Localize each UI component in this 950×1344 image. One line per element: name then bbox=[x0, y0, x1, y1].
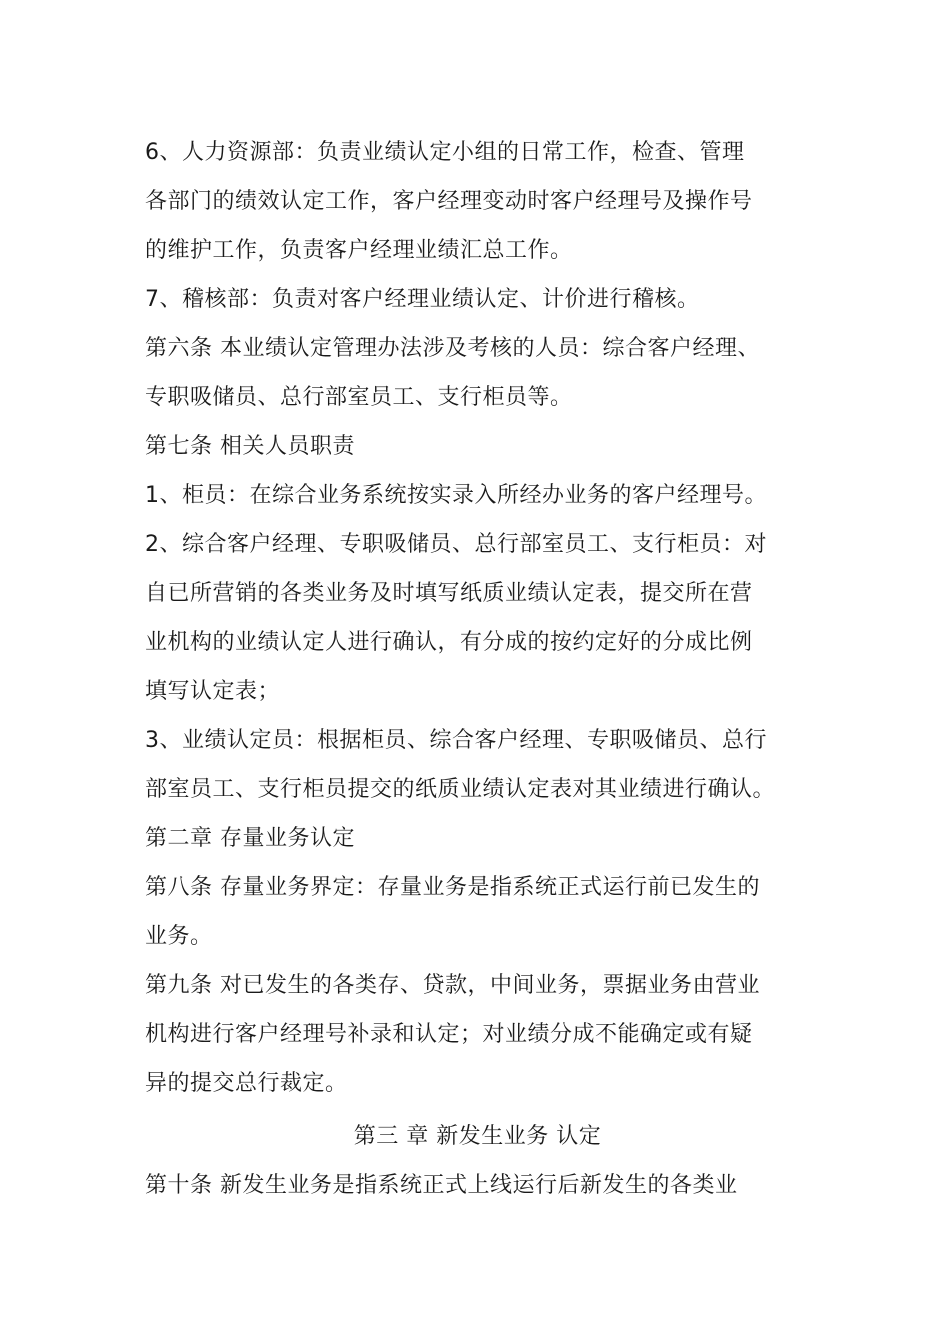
paragraph-line: 专职吸储员、总行部室员工、支行柜员等。 bbox=[145, 385, 573, 410]
paragraph-line: 填写认定表； bbox=[145, 679, 281, 704]
paragraph-line: 部室员工、支行柜员提交的纸质业绩认定表对其业绩进行确认。 bbox=[145, 777, 776, 802]
paragraph-line: 2、综合客户经理、专职吸储员、总行部室员工、支行柜员：对 bbox=[145, 532, 767, 557]
paragraph-line: 自已所营销的各类业务及时填写纸质业绩认定表，提交所在营 bbox=[145, 581, 753, 606]
paragraph-line: 第六条 本业绩认定管理办法涉及考核的人员：综合客户经理、 bbox=[145, 336, 760, 361]
paragraph-line: 的维护工作，负责客户经理业绩汇总工作。 bbox=[145, 238, 573, 263]
paragraph-line: 1、柜员：在综合业务系统按实录入所经办业务的客户经理号。 bbox=[145, 483, 767, 508]
paragraph-line: 业机构的业绩认定人进行确认，有分成的按约定好的分成比例 bbox=[145, 630, 753, 655]
chapter-heading-centered: 第三 章 新发生业务 认定 bbox=[353, 1124, 602, 1149]
paragraph-line: 各部门的绩效认定工作，客户经理变动时客户经理号及操作号 bbox=[145, 189, 753, 214]
paragraph-line: 第九条 对已发生的各类存、贷款，中间业务，票据业务由营业 bbox=[145, 973, 760, 998]
section-heading: 第七条 相关人员职责 bbox=[145, 434, 355, 459]
paragraph-line: 业务。 bbox=[145, 924, 213, 949]
paragraph-line: 7、稽核部：负责对客户经理业绩认定、计价进行稽核。 bbox=[145, 287, 700, 312]
paragraph-line: 第八条 存量业务界定：存量业务是指系统正式运行前已发生的 bbox=[145, 875, 760, 900]
chapter-heading: 第二章 存量业务认定 bbox=[145, 826, 355, 851]
paragraph-line: 6、人力资源部：负责业绩认定小组的日常工作，检查、管理 bbox=[145, 140, 745, 165]
paragraph-line: 异的提交总行裁定。 bbox=[145, 1071, 348, 1096]
paragraph-line: 3、业绩认定员：根据柜员、综合客户经理、专职吸储员、总行 bbox=[145, 728, 767, 753]
paragraph-line: 第十条 新发生业务是指系统正式上线运行后新发生的各类业 bbox=[145, 1173, 738, 1198]
paragraph-line: 机构进行客户经理号补录和认定；对业绩分成不能确定或有疑 bbox=[145, 1022, 753, 1047]
document-body bbox=[145, 128, 810, 1210]
